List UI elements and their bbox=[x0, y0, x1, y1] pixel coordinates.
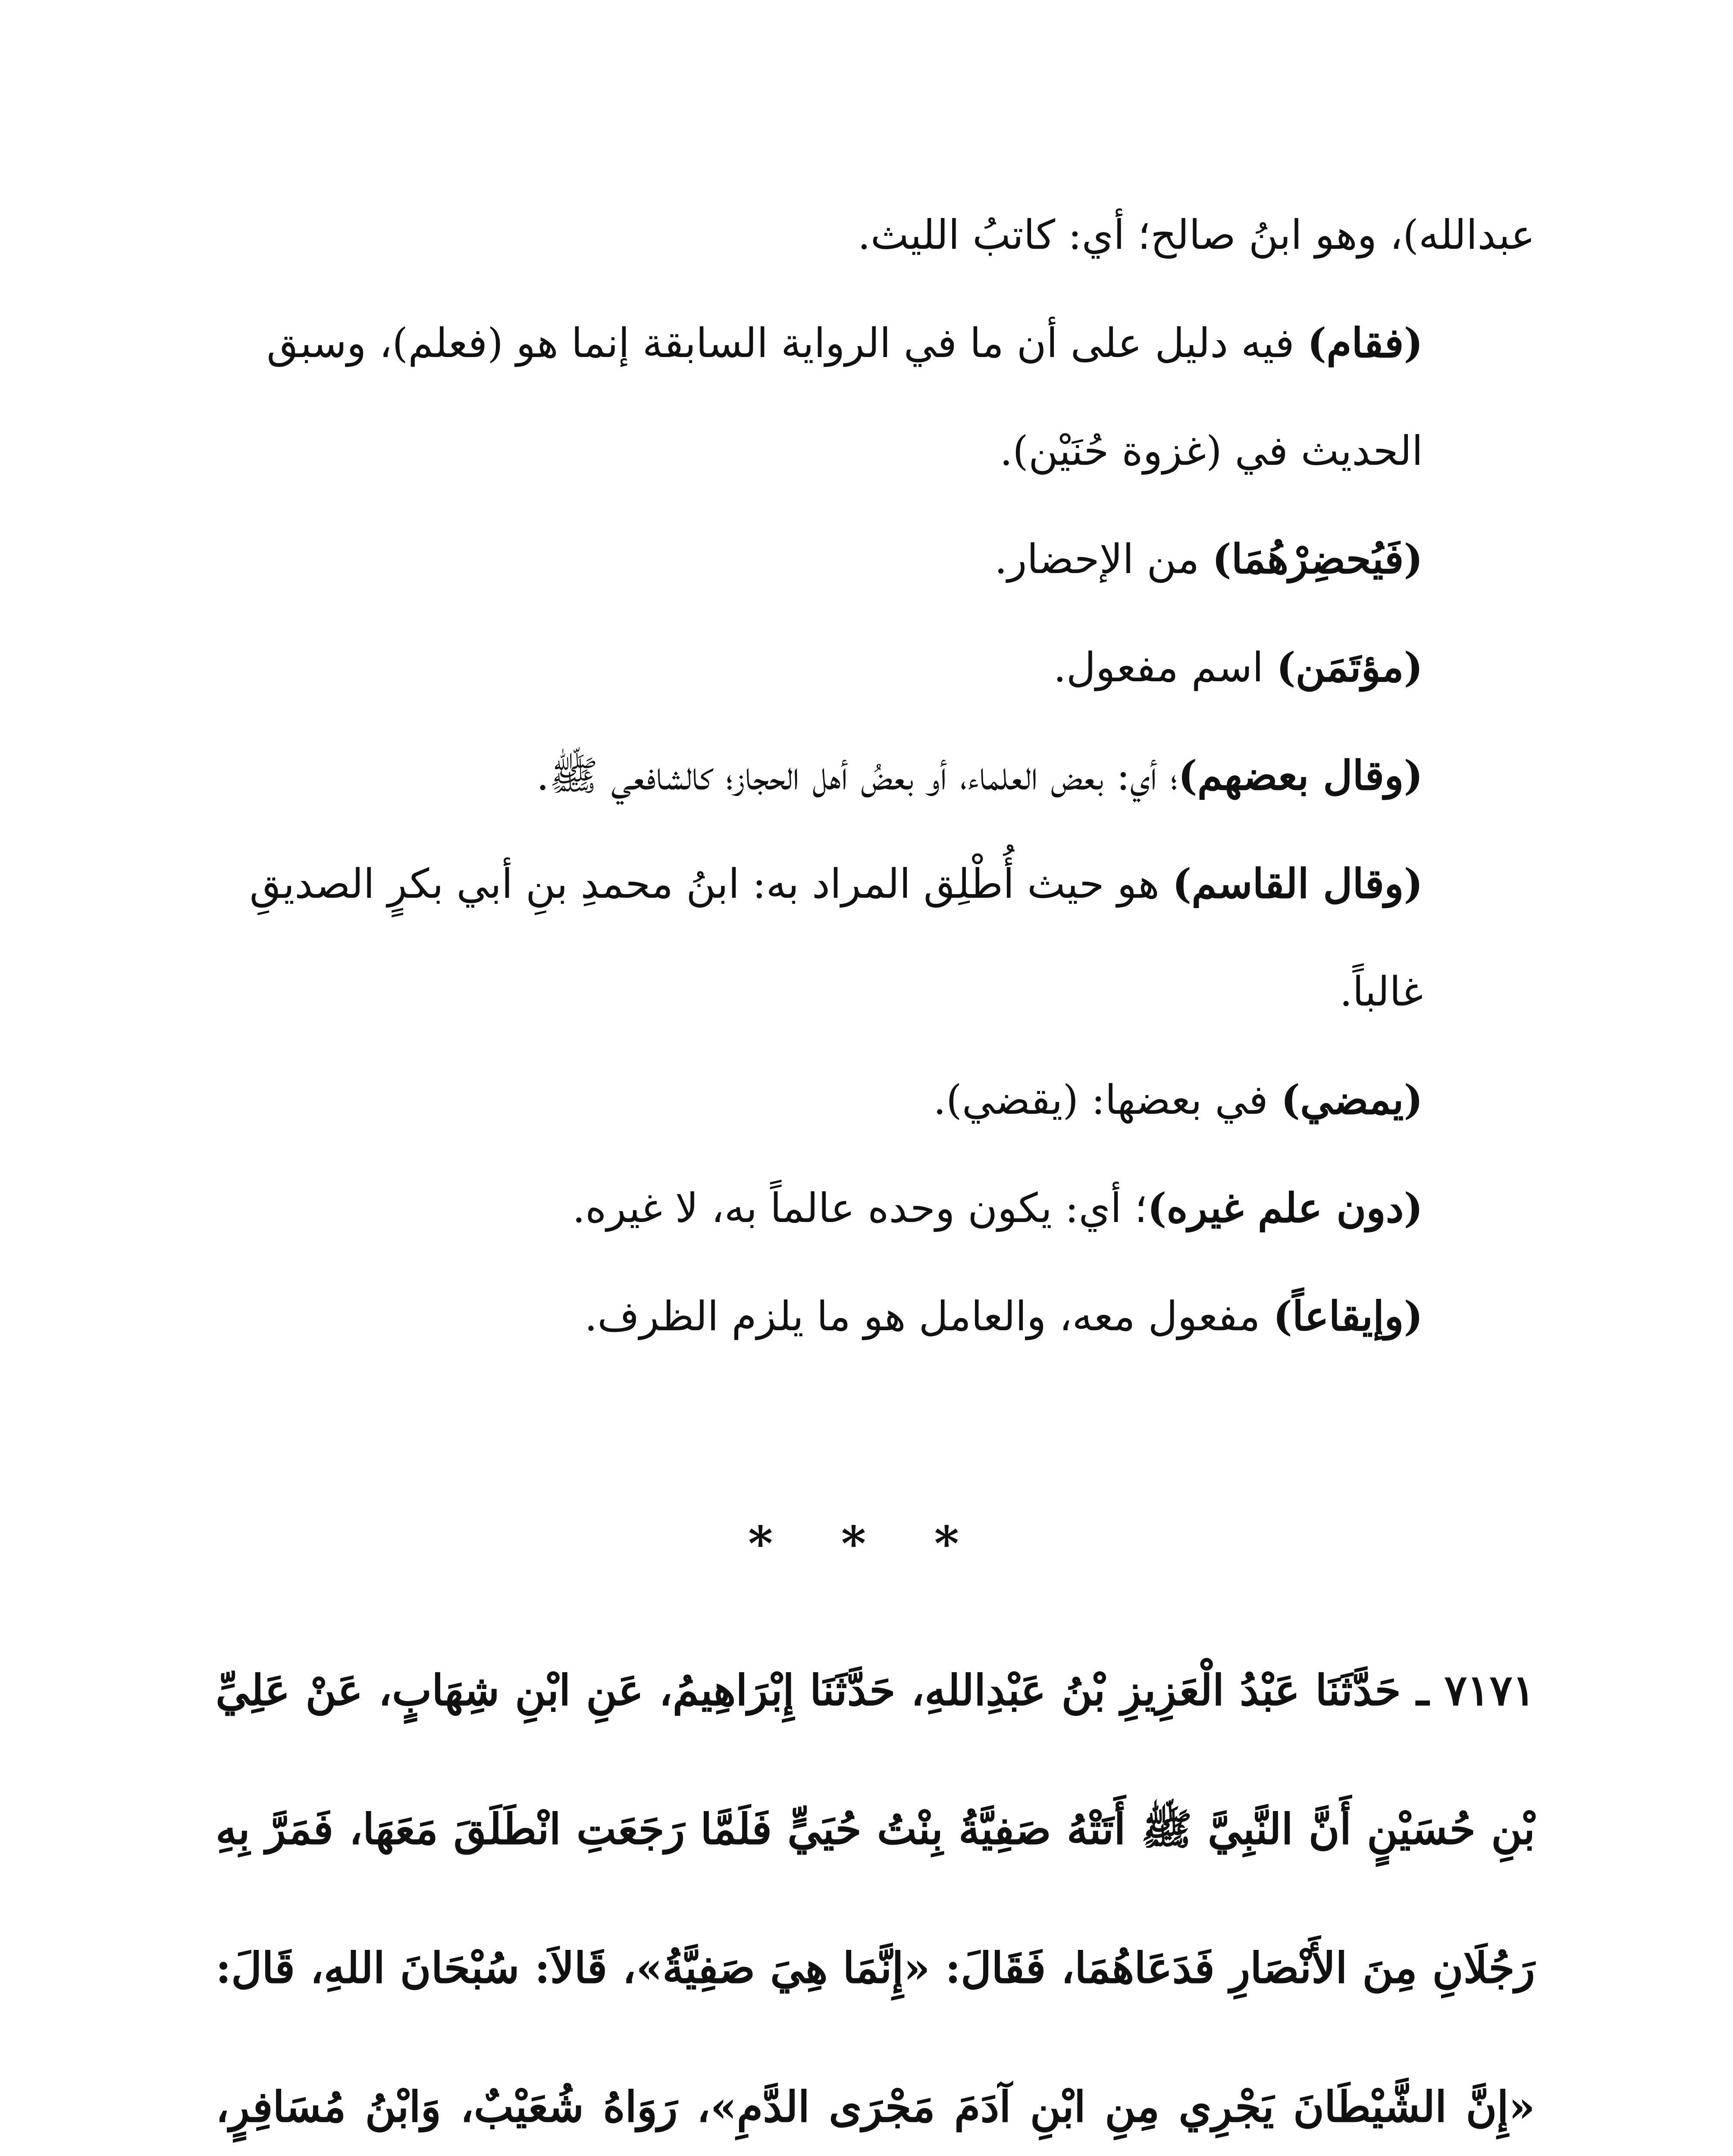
commentary-term: (فقام) bbox=[1307, 320, 1423, 367]
hadith-text: ٧١٧١ ـ حَدَّثَنَا عَبْدُ الْعَزِيزِ بْنُ عَبْدِاللهِ، حَدَّثَنَا إِبْرَاهِيمُ، عَنِ ابْنِ شِهَابٍ، عَنْ عَلِيِّ بْنِ حُسَيْنٍ أَنَّ النَّبِيَّ ﷺ أَتَتْهُ صَفِيَّةُ بِنْتُ حُيَيٍّ فَلَمَّا رَجَعَتِ انْطَلَقَ مَعَهَا، فَمَرَّ بِهِ رَجُلَانِ مِنَ الأَنْصَارِ فَدَعَاهُمَا، فَقَالَ: «إِنَّمَا هِيَ صَفِيَّةُ»، قَالاَ: سُبْحَانَ اللهِ، قَالَ: «إِنَّ الشَّيْطَانَ يَجْرِي مِنِ ابْنِ آدَمَ مَجْرَى الدَّمِ»، رَوَاهُ شُعَيْبٌ، وَابْنُ مُسَافِرٍ، bbox=[216, 1666, 1535, 2132]
commentary-section bbox=[216, 181, 1535, 1371]
commentary-line-1 bbox=[216, 289, 1535, 505]
commentary-line-5 bbox=[216, 830, 1535, 1046]
section-separator: * * * bbox=[748, 1516, 985, 1571]
commentary-line-2 bbox=[216, 505, 1535, 614]
commentary-line-0 bbox=[216, 181, 1535, 289]
commentary-term: (وقال بعضهم) bbox=[1178, 752, 1423, 799]
commentary-line-8 bbox=[216, 1263, 1535, 1371]
commentary-line-4 bbox=[216, 722, 1535, 830]
commentary-text: فيه دليل على أن ما في الرواية السابقة إنما هو (فعلم)، وسبق الحديث في (غزوة حُنَيْن). bbox=[266, 320, 1423, 475]
commentary-term: (وقال القاسم) bbox=[1172, 860, 1423, 908]
commentary-term: (وإيقاعاً) bbox=[1273, 1293, 1423, 1340]
commentary-term: (دون علم غيره) bbox=[1147, 1185, 1423, 1232]
hadith-section bbox=[216, 1621, 1535, 2156]
commentary-term: (مؤتَمَن) bbox=[1276, 644, 1423, 691]
commentary-term: (يمضي) bbox=[1281, 1076, 1423, 1124]
commentary-line-3 bbox=[216, 614, 1535, 722]
commentary-text: من الإحضار. bbox=[994, 536, 1213, 583]
commentary-line-6 bbox=[216, 1046, 1535, 1154]
commentary-text: ؛ أي: يكون وحده عالماً به، لا غيره. bbox=[572, 1185, 1147, 1232]
commentary-text: اسم مفعول. bbox=[1053, 644, 1277, 691]
commentary-term: (فَيُحضِرْهُمَا) bbox=[1212, 536, 1423, 583]
commentary-line-7 bbox=[216, 1154, 1535, 1263]
commentary-text: هو حيث أُطْلِق المراد به: ابنُ محمدِ بنِ أبي بكرٍ الصديقِ غالباً. bbox=[249, 861, 1423, 1015]
commentary-text: مفعول معه، والعامل هو ما يلزم الظرف. bbox=[584, 1293, 1273, 1340]
commentary-text: ؛ أي: بعض العلماء، أو بعضُ أهل الحجاز؛ كالشافعي ﷺ. bbox=[536, 752, 1178, 799]
commentary-text: في بعضها: (يقضي). bbox=[933, 1077, 1281, 1124]
commentary-text: عبدالله)، وهو ابنُ صالح؛ أي: كاتبُ الليث. bbox=[857, 212, 1535, 259]
